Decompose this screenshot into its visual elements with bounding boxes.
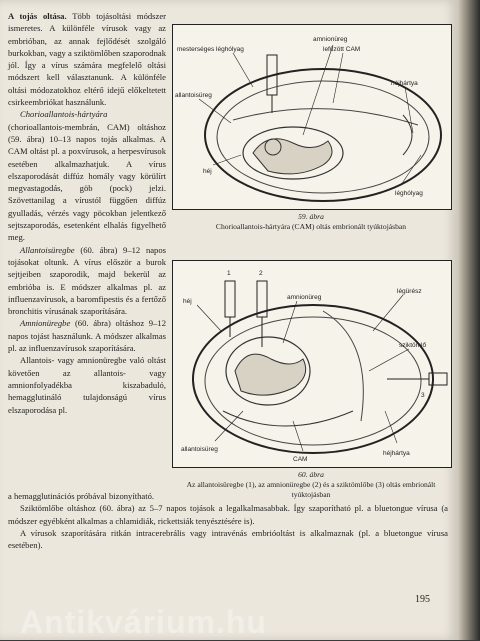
- label-mesterseges-leghoalyag: mesterséges léghólyag: [177, 46, 244, 53]
- book-spine: [458, 0, 480, 640]
- egg-cam-illustration: [173, 25, 451, 209]
- term-cam: Chorioallantois-hártyára: [20, 109, 108, 120]
- paragraph-hemagglutination-cont: a hemagglutinációs próbával bizonyítható.: [8, 491, 155, 501]
- figure-number: 59. ábra: [298, 212, 324, 221]
- figure-60-diagram: [172, 260, 452, 468]
- left-text-column: [8, 10, 166, 416]
- label-lefuzott-cam: lefűzött CAM: [323, 46, 361, 53]
- paragraph-intro: [8, 10, 166, 108]
- figure-caption-text: Az allantoisüregbe (1), az amnionüregbe (2) és a sziktömlőbe (3) oltás embrionált tyúktojásban: [186, 480, 436, 499]
- watermark: Antikvárium.hu: [20, 604, 267, 640]
- paragraph-intravenous: A vírusok szaporítására ritkán intracerebrális vagy intravénás embrióoltást is alkalmaznak (pl. a bluetongue vírusa esetében).: [8, 527, 448, 551]
- paragraph-allantois: [8, 244, 166, 318]
- page-number: 195: [415, 594, 430, 605]
- label-inoculation-3: 3: [421, 392, 425, 399]
- paragraph-amnion: [8, 317, 166, 354]
- label-cam: CAM: [293, 456, 308, 463]
- term-allantois: Allantoisüregbe: [20, 244, 75, 255]
- paragraph-cam: [8, 108, 166, 243]
- section-heading: A tojás oltása.: [8, 11, 67, 21]
- paragraph-text: (chorioallantois-membrán, CAM) oltáshoz (59. ábra) 10–13 napos tojás alkalmas. A CAM oltást pl. a poxvírusok, a herpesvírusok esetében alkalmazhatjuk. A vírus elszaporodását diffúz homály vagy körülírt megvastagodás, göb (pock) jelzi. Szövettanilag a vírustól függően diffúz gyulladás, vérzés vagy pöcokban jelentkező sejtszaporodás, esetenként elhalás figyelhető meg.: [8, 121, 166, 243]
- paragraph-text: Több tojásoltási módszer ismeretes. A különféle vírusok vagy az embrióban, az annak fejlődését szolgáló burkokban, vagy a sziktömlőben szaporodnak jól. Így a vírus számára megfelelő oltási módszert kell választanunk. A különféle oltási módozatokhoz eltérő idejű előkeltetett csirkeembriókat használunk.: [8, 11, 167, 108]
- label-inoculation-1: 1: [227, 270, 231, 277]
- term-amnion: Amnionüregbe: [20, 318, 71, 329]
- label-sziktomlo: sziktömlő: [399, 342, 427, 349]
- label-leghoalyag: léghólyag: [395, 190, 423, 197]
- figure-number: 60. ábra: [298, 470, 324, 479]
- label-allantoisureg: allantoisüreg: [181, 446, 218, 453]
- label-hej: héj: [203, 168, 212, 175]
- label-amnionureg: amnionüreg: [313, 36, 348, 43]
- label-amnionureg: amnionüreg: [287, 294, 322, 301]
- label-hej: héj: [183, 298, 192, 305]
- figure-caption-text: Chorioallantois-hártyára (CAM) oltás embrionált tyúktojásban: [215, 222, 407, 231]
- label-allantoisureg: allantoisüreg: [175, 92, 212, 99]
- paragraph-text: (60. ábra) 9–12 napos tojásokat oltunk. A vírus először a burok sejtjeiben szaporodik, majd bekerül az embrióba is. E módszer alkalmas pl. az influenzavírusok, a baromfipestis és a fertőző bronchitis vírusának szaporítására.: [8, 244, 166, 317]
- label-hejhartya: héjhártya: [383, 450, 410, 457]
- bottom-text: [8, 490, 448, 551]
- egg-inoculation-illustration: [173, 261, 451, 467]
- label-hejhartya: héjhártya: [391, 80, 418, 87]
- label-inoculation-2: 2: [259, 270, 263, 277]
- paragraph-yolk-sac: Sziktömlőbe oltáshoz (60. ábra) az 5–7 napos tojások a legalkalmasabbak. Így szaporítható pl. a bluetongue vírusa (a módszer egyébként alkalmas a chlamidiák, rickettsiák tenyésztésére is).: [8, 503, 448, 526]
- paragraph-text: (60. ábra) oltáshoz 9–12 napos tojást használunk. A módszer alkalmas pl. az influenzavírusok szaporítására.: [8, 318, 166, 354]
- paragraph-hemagglutination: Allantois- vagy amnionüregbe való oltást követően az allantois- vagy amnionfolyadékba kiszabaduló, hemagglutináló tulajdonságú vírus elszaporodása pl.: [8, 355, 166, 415]
- label-leguresz: légürész: [397, 288, 422, 295]
- figure-59-diagram: [172, 24, 452, 210]
- figure-59-caption: [172, 212, 450, 232]
